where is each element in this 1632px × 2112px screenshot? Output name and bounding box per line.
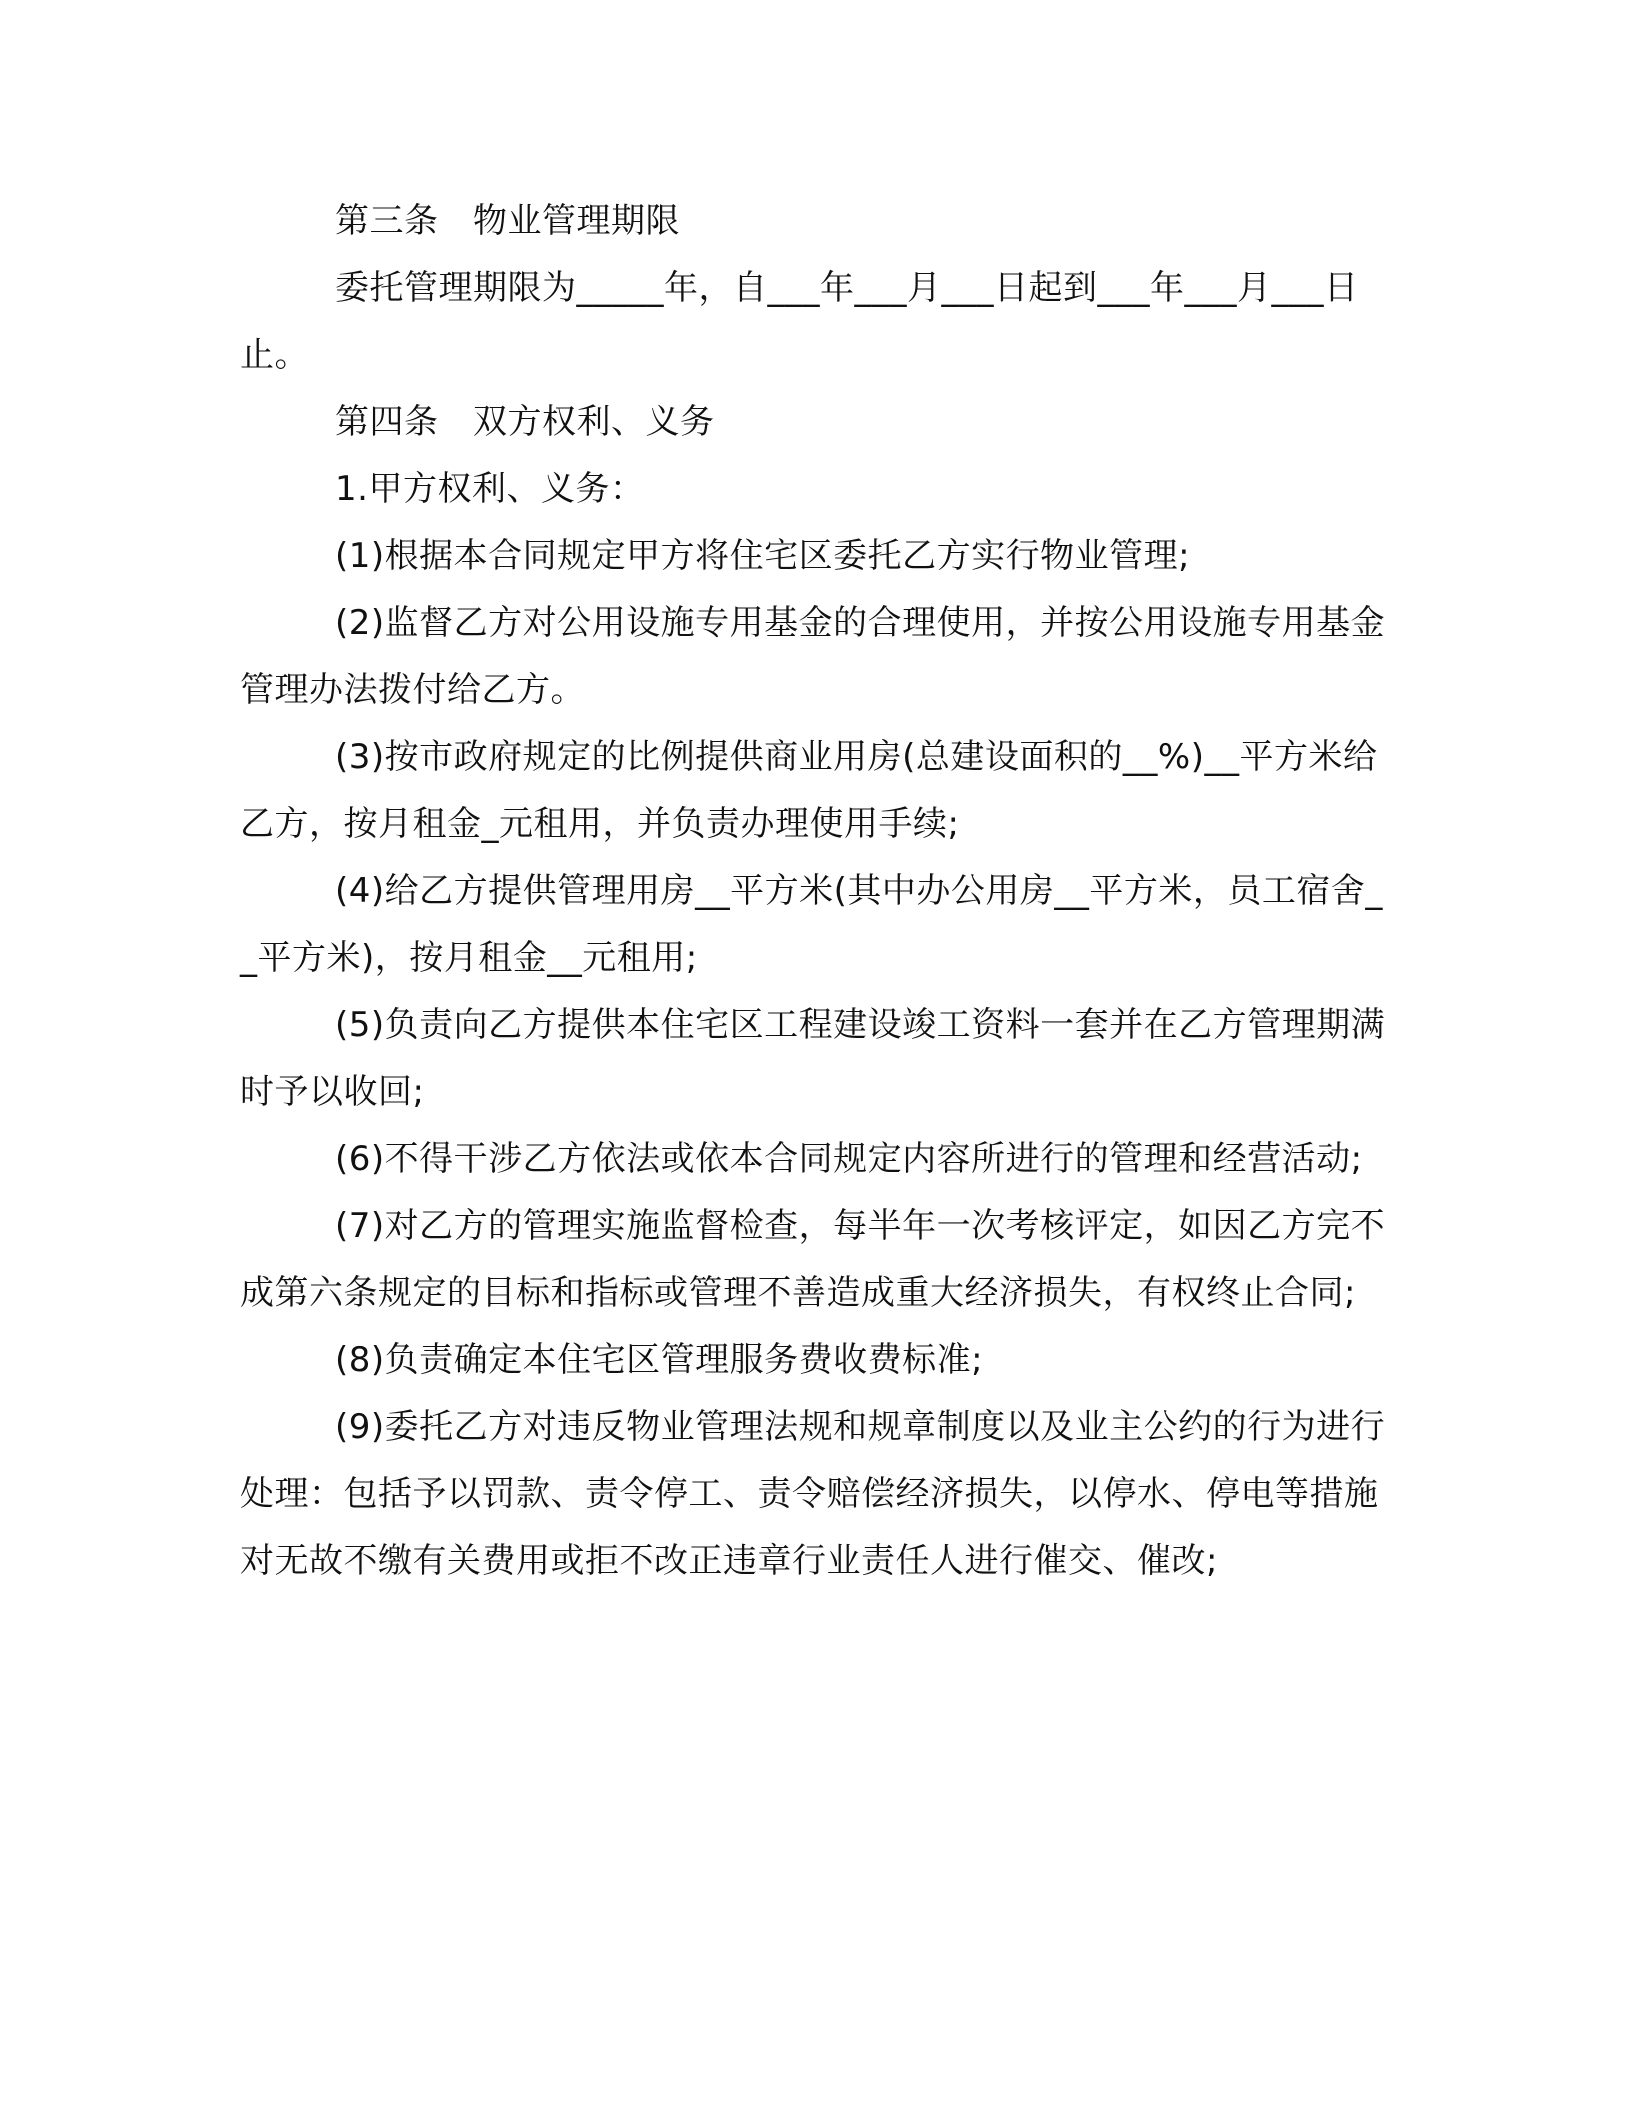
clause-6: (6)不得干涉乙方依法或依本合同规定内容所进行的管理和经营活动; [335,1139,1363,1179]
article-3-heading: 第三条 物业管理期限 [335,201,680,241]
clause-1: (1)根据本合同规定甲方将住宅区委托乙方实行物业管理; [335,536,1191,576]
clause-9: (9)委托乙方对违反物业管理法规和规章制度以及业主公约的行为进行处理：包括予以罚款、责令停工、责令赔偿经济损失，以停水、停电等措施对无故不缴有关费用或拒不改正违章行业责任人进行催交、催改; [240,1407,1386,1581]
clause-3: (3)按市政府规定的比例提供商业用房(总建设面积的__%)__平方米给乙方，按月租金_元租用，并负责办理使用手续; [240,737,1378,844]
clause-5: (5)负责向乙方提供本住宅区工程建设竣工资料一套并在乙方管理期满时予以收回; [240,1005,1386,1112]
party-a-rights-heading: 1.甲方权利、义务： [335,469,645,509]
clause-2: (2)监督乙方对公用设施专用基金的合理使用，并按公用设施专用基金管理办法拨付给乙方。 [240,603,1386,710]
clause-4: (4)给乙方提供管理用房__平方米(其中办公用房__平方米，员工宿舍__平方米)，按月租金__元租用; [240,871,1383,978]
management-term-clause: 委托管理期限为_____年，自___年___月___日起到___年___月___日止。 [240,268,1359,375]
article-4-heading: 第四条 双方权利、义务 [335,402,715,442]
document-body [240,188,1386,1595]
clause-7: (7)对乙方的管理实施监督检查，每半年一次考核评定，如因乙方完不成第六条规定的目标和指标或管理不善造成重大经济损失，有权终止合同; [240,1206,1386,1313]
clause-8: (8)负责确定本住宅区管理服务费收费标准; [335,1340,984,1380]
